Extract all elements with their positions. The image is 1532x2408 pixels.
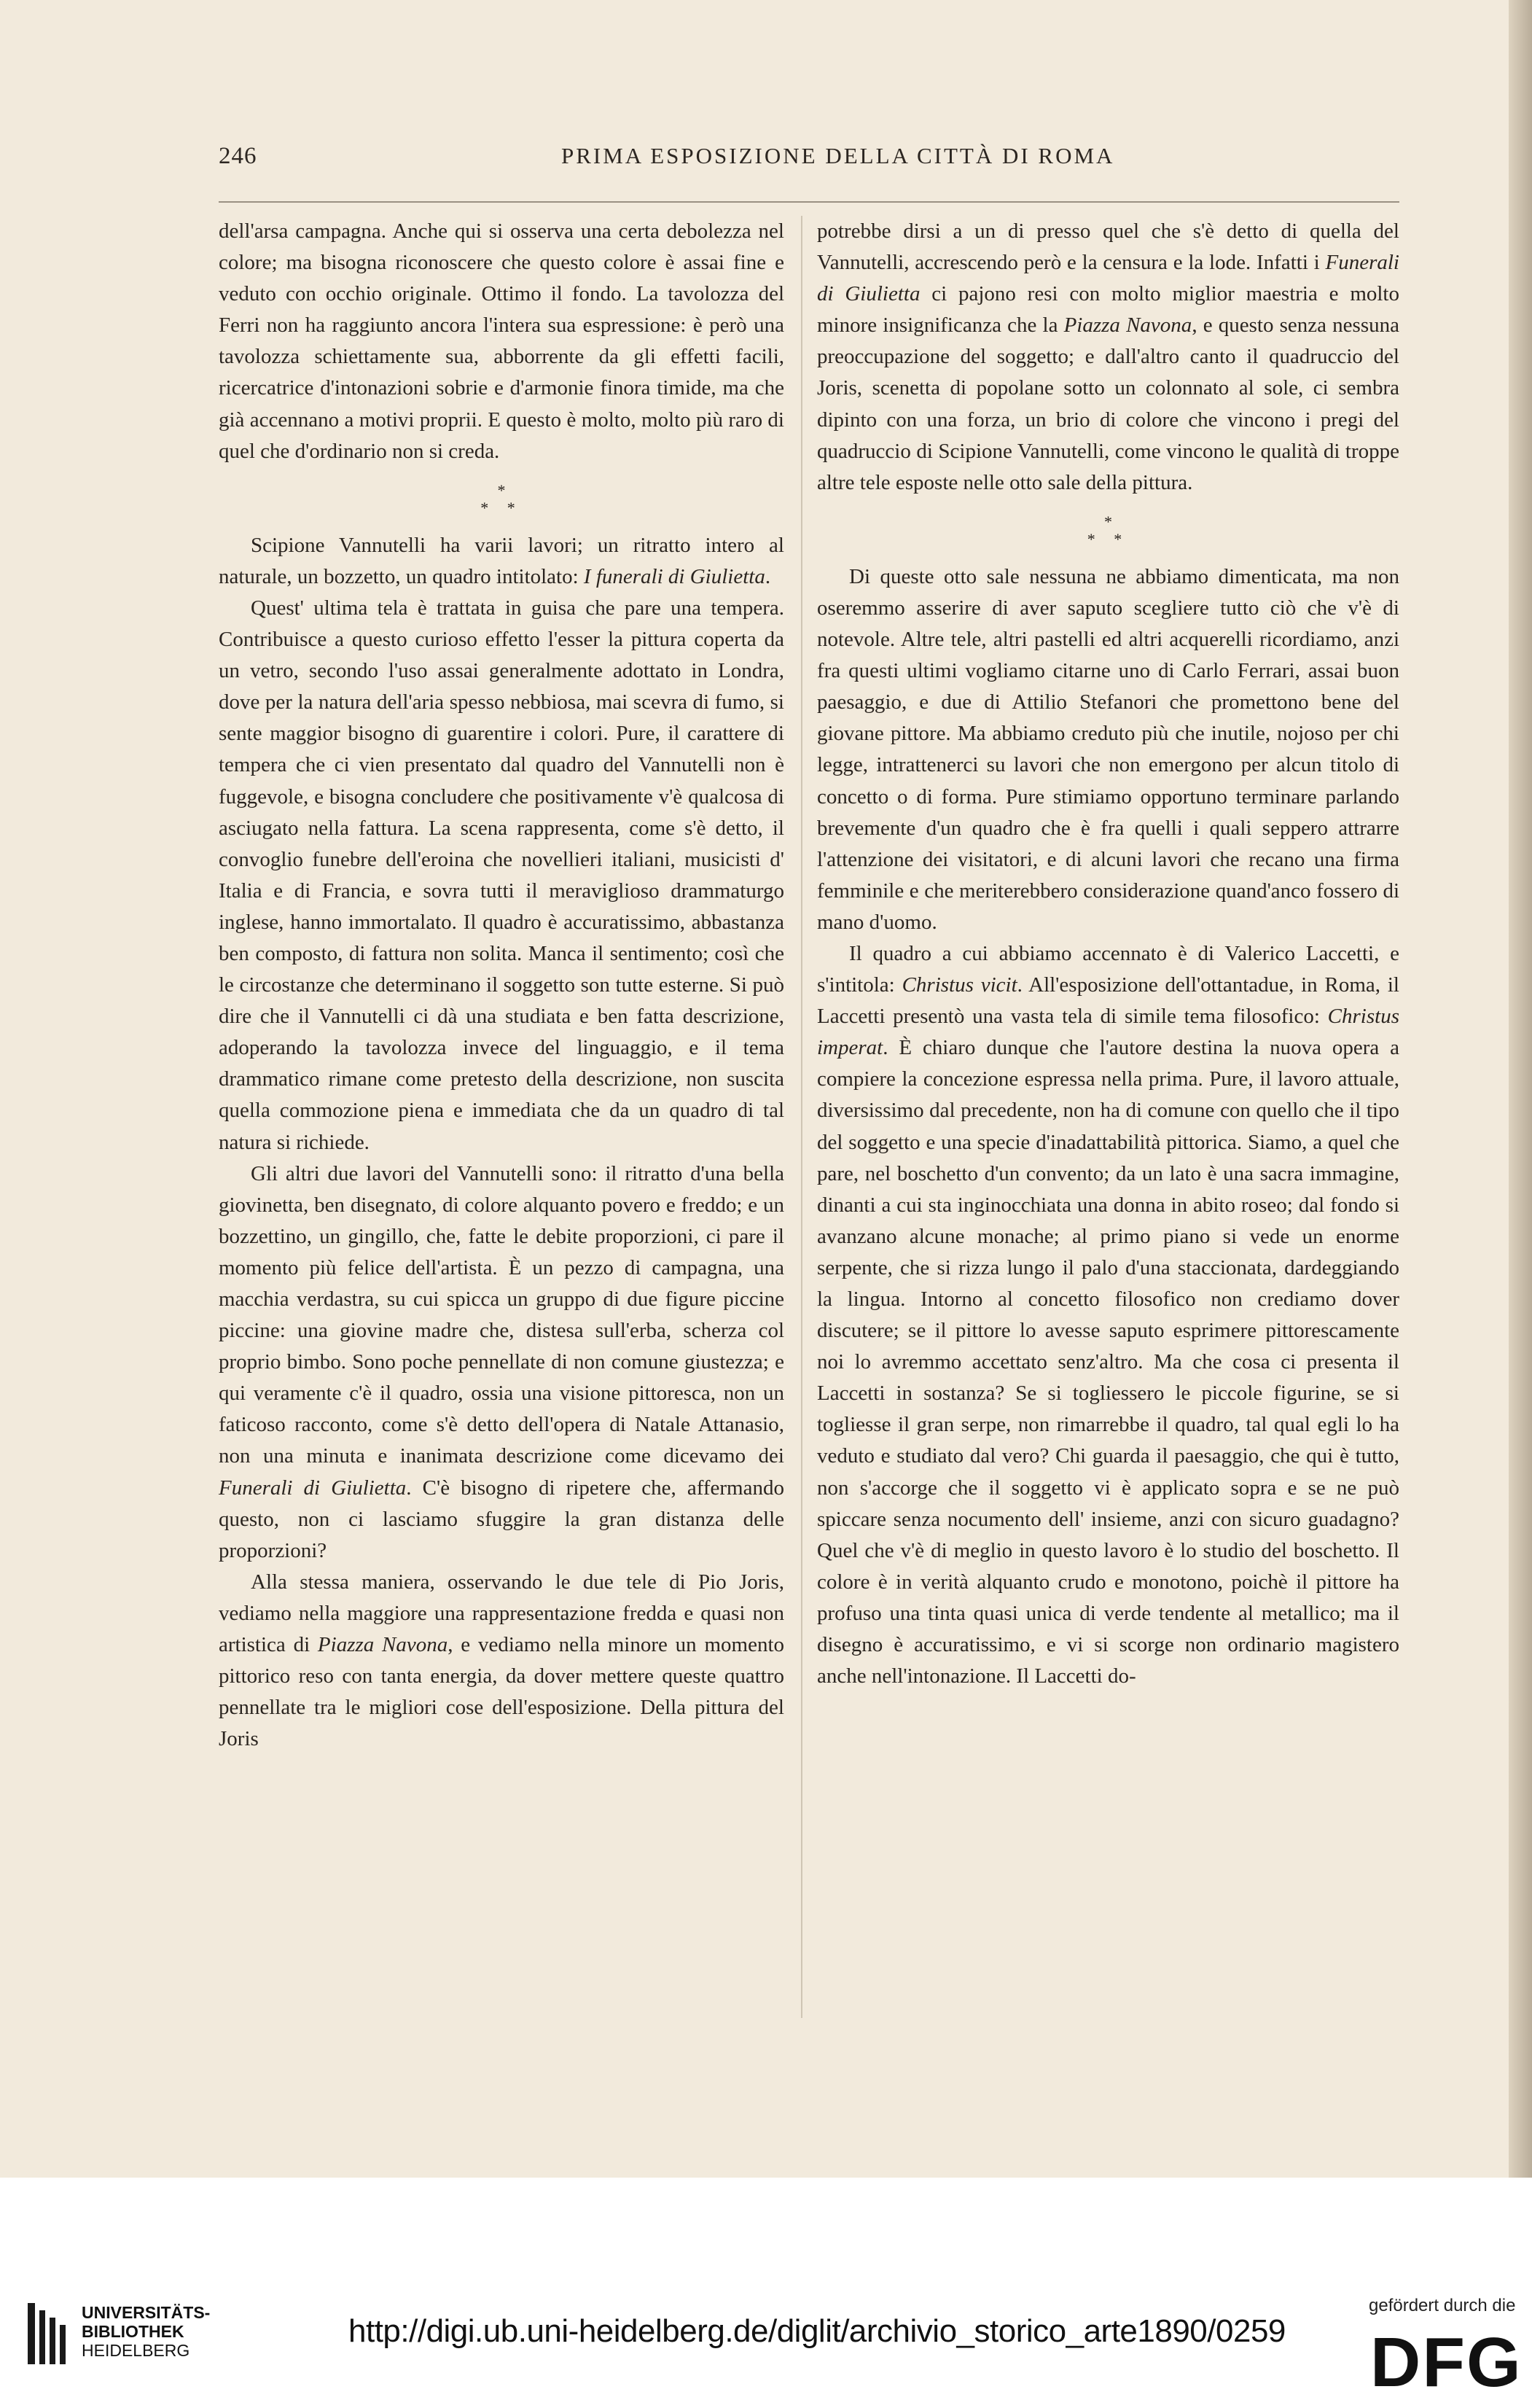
text-run: . C'è bisogno di ripetere che, affermando questo, non ci lasciamo sfuggire la gran distanza delle proporzioni? xyxy=(219,1476,784,1562)
column-divider xyxy=(801,216,802,2018)
text-run: Scipione Vannutelli ha varii lavori; un ritratto intero al naturale, un bozzetto, un quadro intitolato: xyxy=(219,533,784,588)
dfg-logo: DFG xyxy=(1370,2323,1523,2401)
artwork-title: Funerali di Giulietta xyxy=(219,1476,407,1500)
permalink-url[interactable]: http://digi.ub.uni-heidelberg.de/diglit/archivio_storico_arte1890/0259 xyxy=(348,2313,1286,2349)
text-run: Alla stessa maniera, osservando le due tele di Pio Joris, vediamo nella maggiore una rappresentazione fredda e quasi non artistica di xyxy=(219,1570,784,1657)
artwork-title: Piazza Navona xyxy=(1063,313,1192,338)
paragraph xyxy=(817,938,1399,1692)
right-column xyxy=(817,216,1399,1692)
page-edge-shadow xyxy=(1509,0,1532,2178)
asterism-bottom: * * xyxy=(1087,529,1130,548)
funded-by-label: gefördert durch die xyxy=(1369,2296,1516,2315)
library-name-line: UNIVERSITÄTS- xyxy=(82,2303,211,2322)
artwork-title: Piazza Navona xyxy=(317,1633,448,1657)
library-name-line: HEIDELBERG xyxy=(82,2341,190,2360)
artwork-title: I funerali di Giulietta xyxy=(583,564,765,588)
text-run: Gli altri due lavori del Vannutelli sono: il ritratto d'una bella giovinetta, ben disegnato, di colore alquanto povero e freddo; e un bozzettino, un gingillo, che, fatte le debite proporzioni, ci pare il momento più felice dell'artista. È un pezzo di campagna, una macchia verdastra, su cui spicca un gruppo di due figure piccine piccine: una giovine madre che, distesa sull'erba, scherza col proprio bimbo. Sono poche pennellate di non comune giustezza; e qui veramente c'è il quadro, ossia una visione pittoresca, non un faticoso racconto, come s'è detto dell'opera di Natale Attanasio, non una minuta e inanimata descrizione come dicevamo dei xyxy=(219,1161,784,1468)
paragraph xyxy=(219,1158,784,1567)
asterism-bottom: * * xyxy=(480,498,523,517)
text-run: potrebbe dirsi a un di presso quel che s'è detto di quella del Vannutelli, accrescendo però e la censura e la lode. Infatti i xyxy=(817,219,1399,275)
page-number: 246 xyxy=(219,143,257,169)
paragraph: Di queste otto sale nessuna ne abbiamo dimenticata, ma non oseremmo asserire di aver saputo scegliere tutto ciò che v'è di notevole. Altre tele, altri pastelli ed altri acquerelli ricordiamo, anzi fra questi ultimi vogliamo citarne uno di Carlo Ferrari, assai buon paesaggio, e due di Attilio Stefanori che promettono bene del giovane pittore. Ma abbiamo creduto più che inutile, nojoso per chi legge, intrattenerci su lavori che non emergono per alcun titolo di concetto o di forma. Pure stimiamo opportuno terminare parlando brevemente d'un quadro che è fra quelli i quali seppero attrarre l'attenzione dei visitatori, e di alcuni lavori che recano una firma femminile e che meriterebbero considerazione quand'anco fossero di mano d'uomo. xyxy=(817,564,1399,934)
artwork-title: Christus vicit xyxy=(902,973,1017,997)
left-column xyxy=(219,216,784,1755)
asterism-top: * xyxy=(497,480,506,499)
paragraph: Quest' ultima tela è trattata in guisa che pare una tempera. Contribuisce a questo curioso effetto l'esser la pittura coperta da un vetro, secondo l'uso assai generalmente adottato in Londra, dove per la natura dell'aria spesso nebbiosa, mai scevra di fumo, si sente maggior bisogno di guarentire i colori. Pure, il carattere di tempera che ci vien presentato dal quadro del Vannutelli non è fuggevole, e bisogna concludere che positivamente v'è qualcosa di asciugato nella fattura. La scena rappresenta, come s'è detto, il convoglio funebre dell'eroina che novellieri italiani, musicisti d' Italia e di Francia, e sovra tutti il meraviglioso drammaturgo inglese, hanno immortalato. Il quadro è accuratissimo, abbastanza ben composto, di fattura non solita. Manca il sentimento; così che le circostanze che determinano il soggetto son tutte esterne. Si può dire che il Vannutelli ci dà una studiata e ben fatta descrizione, adoperando la tavolozza invece del linguaggio, e il tema drammatico rimane come pretesto della descrizione, non suscita quella commozione piena e immediata che da un quadro di tal natura si richiede. xyxy=(219,596,784,1154)
running-head xyxy=(219,143,1399,179)
asterism-divider xyxy=(219,467,784,530)
paragraph xyxy=(817,216,1399,499)
artwork-title: Funerali di Giulietta xyxy=(817,251,1399,306)
header-title: PRIMA ESPOSIZIONE DELLA CITTÀ DI ROMA xyxy=(561,143,1115,168)
artwork-title: Christus imperat xyxy=(817,1005,1399,1060)
text-run: , e vediamo nella minore un momento pittorico reso con tanta energia, da dover mettere queste quattro pennellate tra le migliori cose dell'esposizione. Della pittura del Joris xyxy=(219,1633,784,1751)
asterism-divider xyxy=(817,499,1399,561)
text-run: ci pajono resi con molto miglior maestria e molto minore insignificanza che la xyxy=(817,282,1399,338)
library-name-line: BIBLIOTHEK xyxy=(82,2322,184,2341)
paragraph xyxy=(219,530,784,593)
text-run: . È chiaro dunque che l'autore destina la nuova opera a compiere la concezione espressa nella prima. Pure, il lavoro attuale, diversissimo dal precedente, non ha di comune con quello che il tipo del soggetto e una specie d'inadattabilità pittorica. Siamo, a quel che pare, nel boschetto d'un convento; da un lato è una sacra immagine, dinanti a cui sta inginocchiata una donna in abito roseo; dal fondo si avanzano alcune monache; al primo piano si vede un enorme serpente, che si rizza lungo il palo d'una staccionata, dardeggiando la lingua. Intorno al concetto filosofico non crediamo dover discutere; se il pittore lo avesse saputo esprimere pittorescamente noi lo avremmo accettato senz'altro. Ma che cosa ci presenta il Laccetti in sostanza? Se si togliessero le piccole figurine, se si togliesse il gran serpe, non rimarrebbe il quadro, tal qual egli lo ha veduto e studiato dal vero? Chi guarda il paesaggio, che qui è tutto, non s'accorge che il soggetto vi è applicato sopra e se ne può spiccare senza nocumento dell' insieme, anzi con sicuro guadagno? Quel che v'è di meglio in questo lavoro è lo studio del boschetto. Il colore è in verità alquanto crudo e monotono, poichè il pittore ha profuso una tinta quasi unica di verde tendente al metallico; ma il disegno è accuratissimo, e vi si scorge non ordinario magistero anche nell'intonazione. Il Laccetti do- xyxy=(817,1036,1399,1688)
asterism-top: * xyxy=(1104,512,1112,531)
paragraph: dell'arsa campagna. Anche qui si osserva una certa debolezza nel colore; ma bisogna riconoscere che questo colore è assai fine e veduto con occhio originale. Ottimo il fondo. La tavolozza del Ferri non ha raggiunto ancora l'intera sua espressione: è però una tavolozza schiettamente sua, abborrente da gli effetti facili, ricercatrice d'intonazioni sobrie e d'armonie finora timide, ma che già accennano a motivi proprii. E questo è molto, molto più raro di quel che d'ordinario non si creda. xyxy=(219,219,784,463)
text-run: . All'esposizione dell'ottantadue, in Roma, il Laccetti presentò una vasta tela di simile tema filosofico: xyxy=(817,973,1399,1029)
text-run: , e questo senza nessuna preoccupazione del soggetto; e dall'altro canto il quadruccio del Joris, scenetta di popolane sotto un colonnato al sole, ci sembra dipinto con una forza, un brio di colore che vincono i pregi del quadruccio di Scipione Vannutelli, come vincono le qualità di troppe altre tele esposte nelle otto sale della pittura. xyxy=(817,313,1399,494)
library-name xyxy=(82,2303,210,2360)
paragraph xyxy=(219,1567,784,1756)
university-library-logo-icon xyxy=(23,2300,70,2367)
text-run: . xyxy=(765,564,771,588)
digitization-footer xyxy=(0,2178,1532,2408)
header-rule xyxy=(219,201,1399,203)
text-run: Il quadro a cui abbiamo accennato è di Valerico Laccetti, e s'intitola: xyxy=(817,941,1399,997)
